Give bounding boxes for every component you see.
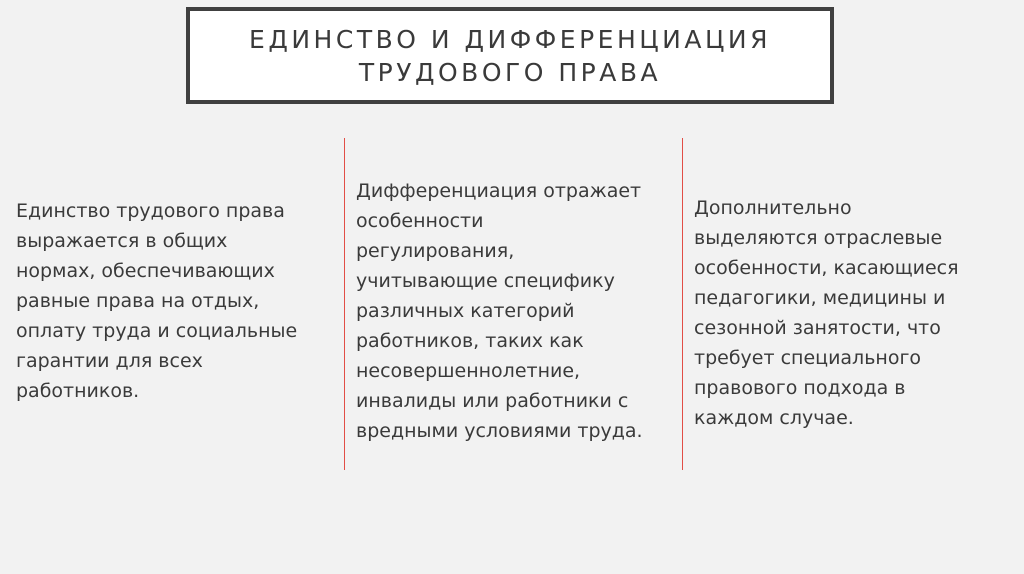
text-line: выделяются отраслевые bbox=[694, 227, 943, 249]
column-differentiation bbox=[356, 176, 676, 446]
text-line: сезонной занятости, что bbox=[694, 317, 941, 339]
text-line: регулирования, bbox=[356, 240, 515, 262]
text-line: Единство трудового права bbox=[16, 200, 285, 222]
text-line: инвалиды или работники с bbox=[356, 390, 629, 412]
title-line-1: ЕДИНСТВО И ДИФФЕРЕНЦИАЦИЯ bbox=[249, 24, 771, 54]
text-line: особенности bbox=[356, 210, 484, 232]
text-line: каждом случае. bbox=[694, 407, 854, 429]
text-line: вредными условиями труда. bbox=[356, 420, 643, 442]
text-line: педагогики, медицины и bbox=[694, 287, 946, 309]
column-divider-right bbox=[682, 138, 683, 470]
text-line: учитывающие специфику bbox=[356, 270, 615, 292]
text-line: оплату труда и социальные bbox=[16, 320, 298, 342]
column-sectoral bbox=[694, 193, 1014, 433]
text-line: выражается в общих bbox=[16, 230, 228, 252]
text-line: Дифференциация отражает bbox=[356, 180, 642, 202]
text-line: равные права на отдых, bbox=[16, 290, 260, 312]
text-line: работников, таких как bbox=[356, 330, 584, 352]
text-line: различных категорий bbox=[356, 300, 575, 322]
text-line: несовершеннолетние, bbox=[356, 360, 581, 382]
text-line: требует специального bbox=[694, 347, 922, 369]
column-divider-left bbox=[344, 138, 345, 470]
title-line-2: ТРУДОВОГО ПРАВА bbox=[358, 57, 662, 87]
column-unity bbox=[16, 196, 336, 406]
text-line: особенности, касающиеся bbox=[694, 257, 959, 279]
text-line: работников. bbox=[16, 380, 140, 402]
text-line: правового подхода в bbox=[694, 377, 906, 399]
title-box bbox=[186, 7, 834, 104]
text-line: гарантии для всех bbox=[16, 350, 203, 372]
text-line: нормах, обеспечивающих bbox=[16, 260, 275, 282]
text-line: Дополнительно bbox=[694, 197, 852, 219]
